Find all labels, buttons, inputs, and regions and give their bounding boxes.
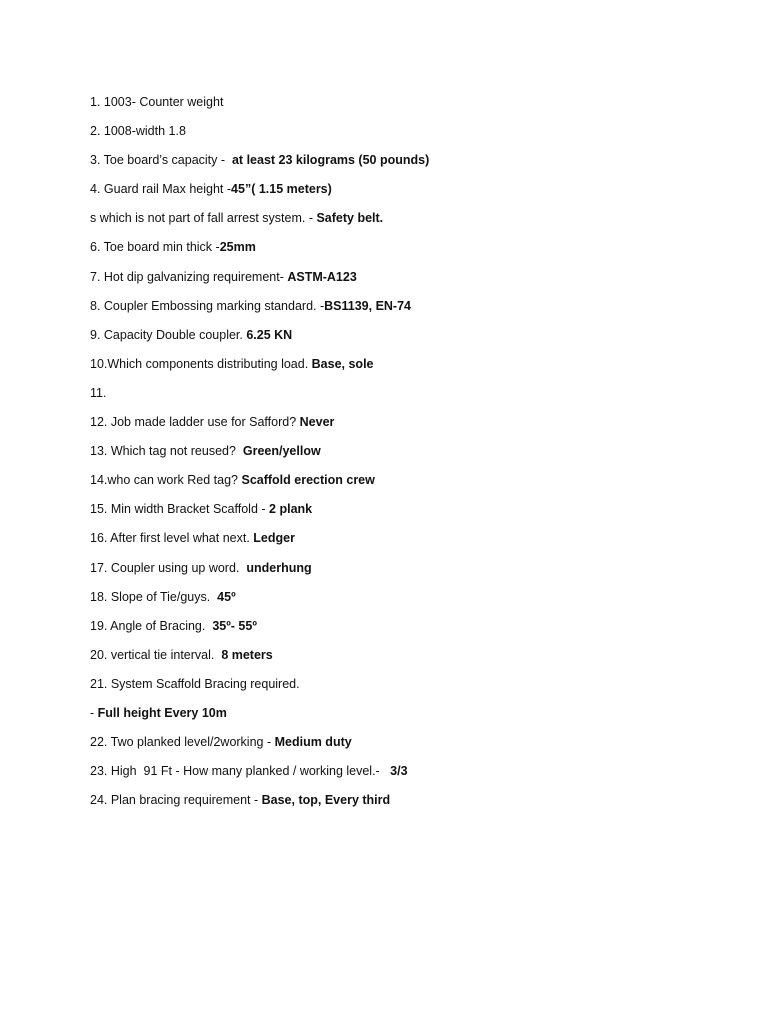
list-item — [90, 530, 730, 546]
item-answer: 45”( 1.15 meters) — [231, 182, 332, 197]
list-item — [90, 239, 730, 255]
list-item — [90, 414, 730, 430]
list-item — [90, 94, 730, 110]
item-text: 13. Which tag not reused? — [90, 444, 243, 459]
list-item — [90, 210, 730, 226]
list-item — [90, 676, 730, 692]
item-answer: 3/3 — [390, 764, 408, 779]
list-item — [90, 560, 730, 576]
item-answer: Full height Every 10m — [97, 705, 227, 720]
list-item — [90, 181, 730, 197]
item-answer: Medium duty — [274, 735, 352, 750]
list-item — [90, 298, 730, 314]
item-answer: Safety belt. — [316, 211, 384, 226]
item-text: 12. Job made ladder use for Safford? — [90, 415, 300, 430]
list-item — [90, 327, 730, 343]
item-answer: Green/yellow — [242, 444, 321, 459]
list-item — [90, 589, 730, 605]
list-item — [90, 501, 730, 517]
list-item — [90, 152, 730, 168]
list-item — [90, 356, 730, 372]
item-text: 24. Plan bracing requirement - — [90, 793, 262, 808]
list-item — [90, 123, 730, 139]
item-text: 7. Hot dip galvanizing requirement- — [90, 269, 288, 284]
item-text: 3. Toe board’s capacity - — [90, 153, 232, 168]
item-text: 6. Toe board min thick - — [90, 240, 220, 255]
item-answer: Never — [299, 415, 335, 430]
item-answer: 25mm — [219, 240, 256, 255]
item-text: s which is not part of fall arrest system. - — [90, 211, 317, 226]
list-item — [90, 763, 730, 779]
item-text: 20. vertical tie interval. — [90, 647, 222, 662]
list-item — [90, 734, 730, 750]
item-text: - — [90, 705, 98, 720]
item-text: 18. Slope of Tie/guys. — [90, 589, 218, 604]
item-answer: Ledger — [253, 531, 295, 546]
item-text: 1. 1003- Counter weight — [90, 95, 224, 109]
list-item — [90, 647, 730, 663]
item-answer: at least 23 kilograms (50 pounds) — [231, 153, 430, 168]
list-item — [90, 472, 730, 488]
item-text: 17. Coupler using up word. — [90, 560, 247, 575]
list-item — [90, 792, 730, 808]
item-answer: 35º- 55º — [212, 618, 257, 633]
item-text: 23. High 91 Ft - How many planked / working level.- — [90, 764, 391, 779]
item-answer: Base, sole — [311, 356, 374, 371]
item-answer: 2 plank — [269, 502, 313, 517]
item-text: 2. 1008-width 1.8 — [90, 124, 186, 139]
list-item — [90, 443, 730, 459]
document-body — [90, 94, 730, 821]
list-item — [90, 385, 730, 401]
item-text: 21. System Scaffold Bracing required. — [90, 676, 300, 691]
item-text: 22. Two planked level/2working - — [90, 735, 275, 750]
item-answer: 6.25 KN — [246, 327, 293, 342]
item-answer: ASTM-A123 — [287, 269, 357, 284]
item-text: 10.Which components distributing load. — [90, 356, 312, 371]
item-answer: Base, top, Every third — [261, 793, 391, 808]
item-answer: 8 meters — [221, 647, 273, 662]
item-text: 16. After first level what next. — [90, 531, 254, 546]
item-answer: underhung — [246, 560, 312, 575]
item-text: 11. — [90, 385, 107, 400]
item-answer: BS1139, EN-74 — [324, 298, 411, 313]
item-text: 19. Angle of Bracing. — [90, 618, 213, 633]
item-answer: 45º — [217, 589, 236, 604]
item-text: 15. Min width Bracket Scaffold - — [90, 502, 270, 517]
item-text: 8. Coupler Embossing marking standard. - — [90, 298, 325, 313]
item-text: 4. Guard rail Max height - — [90, 182, 232, 197]
item-text: 9. Capacity Double coupler. — [90, 327, 247, 342]
list-item — [90, 269, 730, 285]
item-text: 14.who can work Red tag? — [90, 473, 242, 488]
list-item — [90, 618, 730, 634]
list-item — [90, 705, 730, 721]
item-answer: Scaffold erection crew — [241, 473, 375, 488]
